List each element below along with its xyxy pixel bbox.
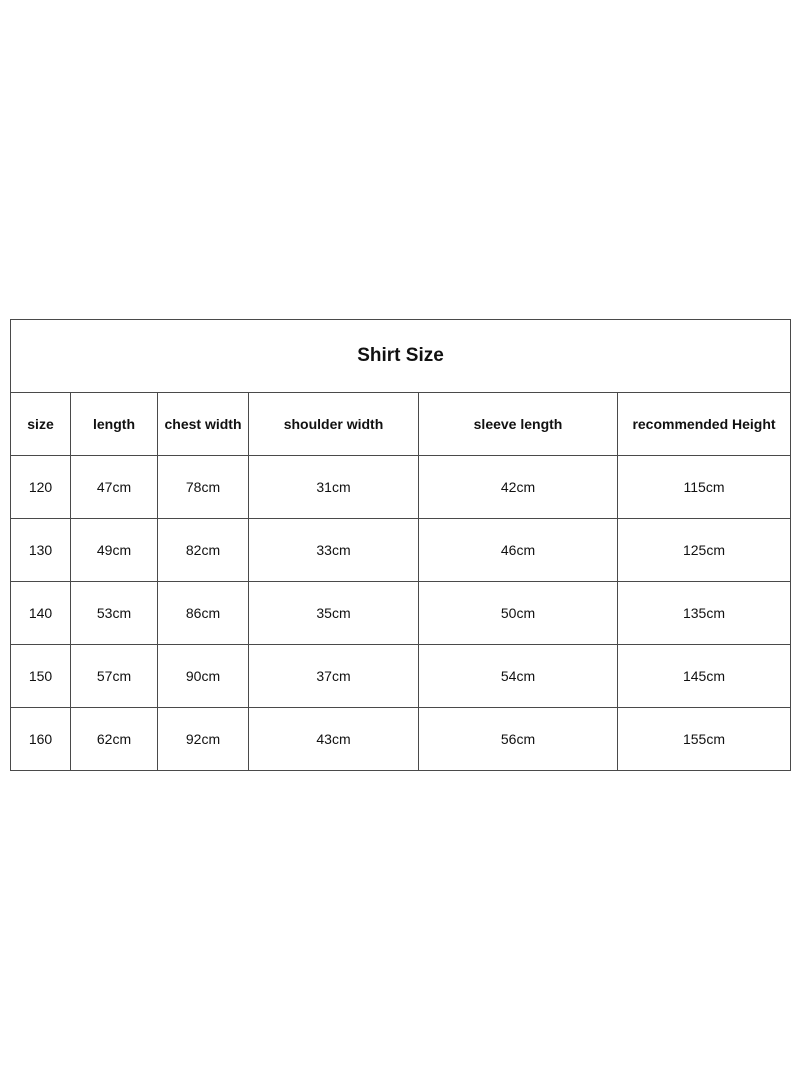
cell-length: 62cm <box>71 708 158 771</box>
title-row <box>11 320 791 393</box>
cell-chest-width: 78cm <box>158 456 249 519</box>
cell-shoulder-width: 43cm <box>249 708 419 771</box>
table-row <box>11 708 791 771</box>
cell-size: 140 <box>11 582 71 645</box>
table-row <box>11 645 791 708</box>
column-header-chest-width: chest width <box>158 393 249 456</box>
cell-shoulder-width: 33cm <box>249 519 419 582</box>
cell-sleeve-length: 50cm <box>419 582 618 645</box>
table-row <box>11 519 791 582</box>
table-row <box>11 582 791 645</box>
cell-length: 53cm <box>71 582 158 645</box>
cell-sleeve-length: 56cm <box>419 708 618 771</box>
cell-shoulder-width: 37cm <box>249 645 419 708</box>
table-title: Shirt Size <box>11 320 791 393</box>
cell-sleeve-length: 54cm <box>419 645 618 708</box>
cell-chest-width: 92cm <box>158 708 249 771</box>
cell-size: 160 <box>11 708 71 771</box>
cell-chest-width: 86cm <box>158 582 249 645</box>
cell-sleeve-length: 42cm <box>419 456 618 519</box>
cell-length: 49cm <box>71 519 158 582</box>
header-row <box>11 393 791 456</box>
cell-chest-width: 90cm <box>158 645 249 708</box>
cell-recommended-height: 115cm <box>618 456 791 519</box>
column-header-length: length <box>71 393 158 456</box>
cell-length: 57cm <box>71 645 158 708</box>
cell-sleeve-length: 46cm <box>419 519 618 582</box>
column-header-size: size <box>11 393 71 456</box>
size-chart-table <box>10 319 791 771</box>
cell-recommended-height: 135cm <box>618 582 791 645</box>
cell-size: 120 <box>11 456 71 519</box>
column-header-recommended-height: recommended Height <box>618 393 791 456</box>
cell-shoulder-width: 35cm <box>249 582 419 645</box>
cell-shoulder-width: 31cm <box>249 456 419 519</box>
table-row <box>11 456 791 519</box>
cell-recommended-height: 155cm <box>618 708 791 771</box>
cell-recommended-height: 125cm <box>618 519 791 582</box>
cell-chest-width: 82cm <box>158 519 249 582</box>
column-header-sleeve-length: sleeve length <box>419 393 618 456</box>
cell-size: 130 <box>11 519 71 582</box>
cell-length: 47cm <box>71 456 158 519</box>
cell-size: 150 <box>11 645 71 708</box>
cell-recommended-height: 145cm <box>618 645 791 708</box>
column-header-shoulder-width: shoulder width <box>249 393 419 456</box>
